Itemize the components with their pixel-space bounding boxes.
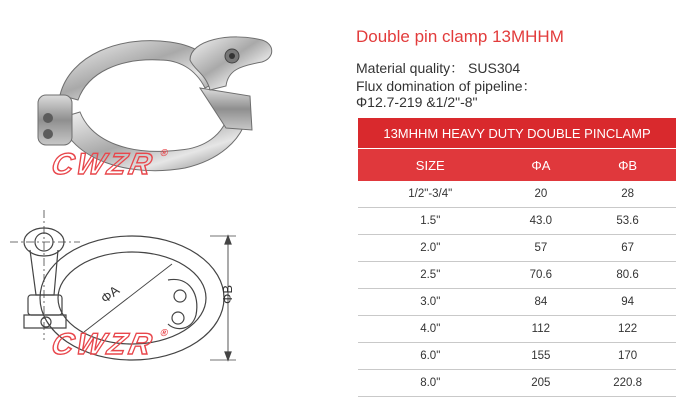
cell-size: 2.0" [358,235,503,262]
cell-phi-b: 220.8 [579,370,676,397]
header-phi-a: ΦA [503,149,580,182]
cell-size: 3.0" [358,289,503,316]
cell-size: 1/2"-3/4" [358,181,503,208]
cell-phi-a: 205 [503,370,580,397]
cell-phi-b: 94 [579,289,676,316]
cell-size: 8.0" [358,370,503,397]
table-row [358,343,676,370]
cell-phi-b: 53.6 [579,208,676,235]
cell-size: 1.5" [358,208,503,235]
cell-phi-b: 122 [579,316,676,343]
cell-phi-a: 20 [503,181,580,208]
label-phi-a: ΦA [97,282,123,307]
cell-phi-a: 70.6 [503,262,580,289]
table-row [358,208,676,235]
table-row [358,289,676,316]
material-spec: Material quality： SUS304 [356,60,521,76]
flux-value: Φ12.7-219 &1/2"-8" [356,94,478,110]
cell-phi-a: 155 [503,343,580,370]
cell-phi-b: 67 [579,235,676,262]
cell-phi-a: 43.0 [503,208,580,235]
cell-size: 6.0" [358,343,503,370]
label-phi-b: ΦB [220,284,235,304]
cell-phi-a: 57 [503,235,580,262]
table-caption: 13MHHM HEAVY DUTY DOUBLE PINCLAMP [358,118,676,149]
cell-phi-b: 28 [579,181,676,208]
header-size: SIZE [358,149,503,182]
flux-label: Flux domination of pipeline： [356,78,537,94]
clamp-drawing [0,200,340,412]
table-row [358,370,676,397]
table-row [358,181,676,208]
watermark-logo-top: CWZR ® [48,148,172,181]
cell-phi-b: 170 [579,343,676,370]
cell-phi-a: 112 [503,316,580,343]
table-row [358,316,676,343]
cell-phi-b: 80.6 [579,262,676,289]
table-row [358,235,676,262]
product-images [0,0,340,412]
cell-phi-a: 84 [503,289,580,316]
watermark-logo-bottom: CWZR ® [48,328,172,361]
product-title: Double pin clamp 13MHHM [356,27,564,46]
header-phi-b: ΦB [579,149,676,182]
size-table [358,118,676,397]
cell-size: 4.0" [358,316,503,343]
table-row [358,262,676,289]
cell-size: 2.5" [358,262,503,289]
